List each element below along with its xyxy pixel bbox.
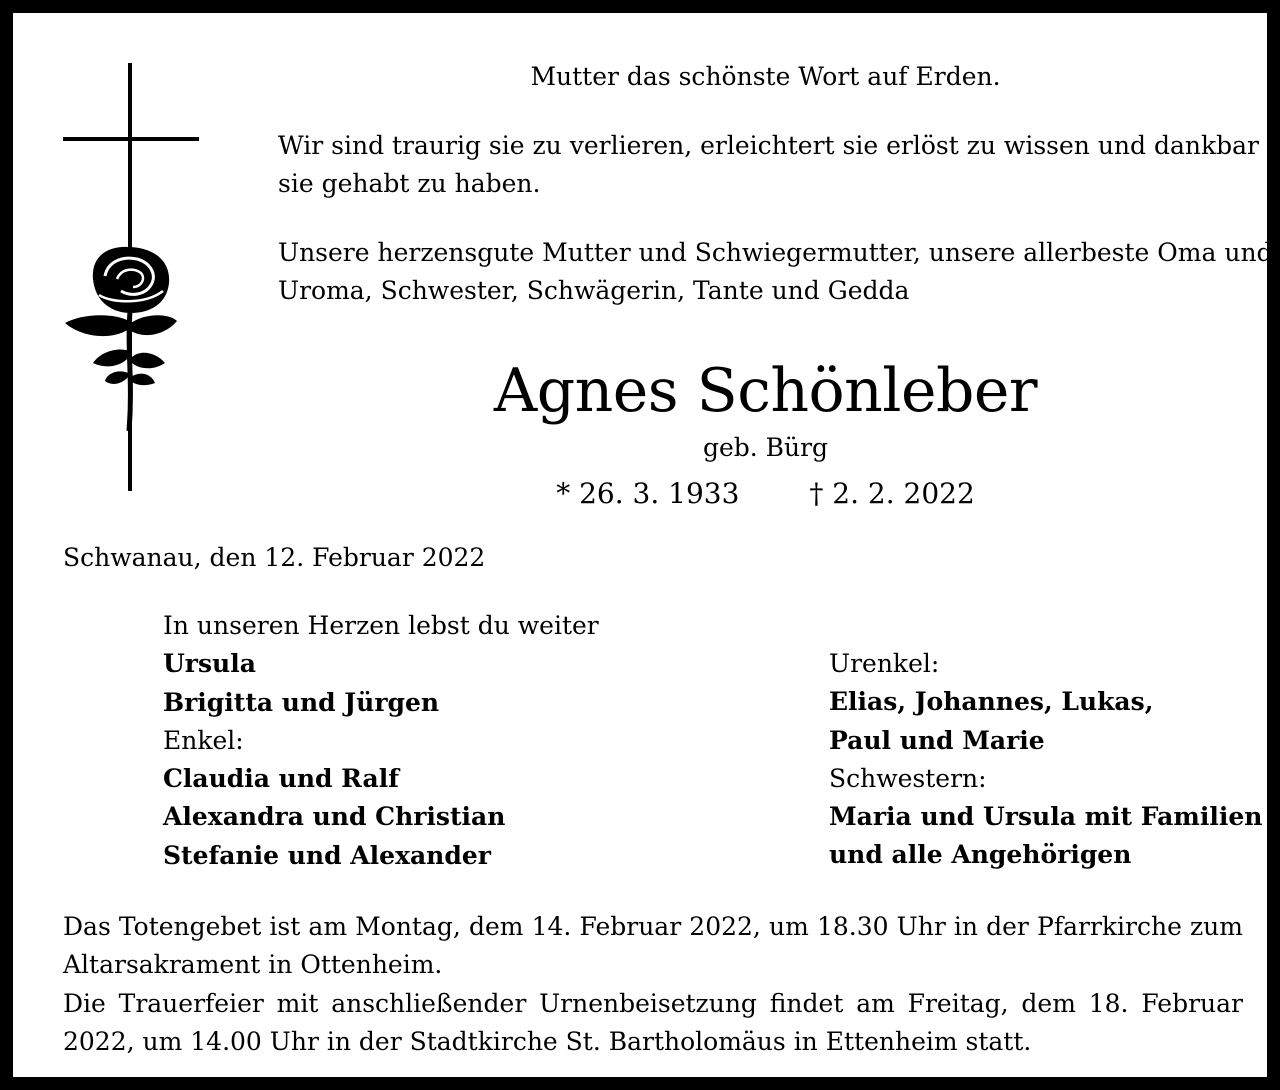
deceased-name: Agnes Schönleber: [493, 356, 1038, 426]
ceremony-notice: Die Trauerfeier mit anschließender Urnenbeisetzung findet am Freitag, dem 18. Februar 2022, um 14.00 Uhr in der Stadtkirche St. Bartholomäus in Ettenheim statt.: [63, 989, 1243, 1056]
rose-icon: [65, 247, 177, 431]
mourner-line: Stefanie und Alexander: [163, 840, 491, 870]
cross-with-rose-emblem: [53, 51, 203, 501]
mourners-right-column: [829, 645, 1262, 875]
mourner-line: Enkel:: [163, 725, 244, 755]
relation-line-1: Unsere herzensgute Mutter und Schwiegermutter, unsere allerbeste Oma und: [278, 238, 1273, 267]
mourner-line: Paul und Marie: [829, 725, 1045, 755]
relation-line-2: Uroma, Schwester, Schwägerin, Tante und Gedda: [278, 276, 910, 305]
motto: Mutter das schönste Wort auf Erden.: [530, 62, 1001, 91]
mourner-line: Elias, Johannes, Lukas,: [829, 687, 1154, 717]
prayer-notice: Das Totengebet ist am Montag, dem 14. Februar 2022, um 18.30 Uhr in der Pfarrkirche zum Altarsakrament in Ottenheim.: [63, 912, 1243, 979]
maiden-name: geb. Bürg: [702, 433, 829, 462]
birth-date: * 26. 3. 1933: [556, 477, 740, 510]
mourner-line: Maria und Ursula mit Familien: [829, 802, 1263, 832]
intro-line-2: sie gehabt zu haben.: [278, 169, 541, 198]
mourner-line: Brigitta und Jürgen: [163, 687, 440, 717]
mourner-line: Urenkel:: [829, 649, 940, 678]
mourner-line: und alle Angehörigen: [829, 840, 1132, 870]
mourner-line: Ursula: [163, 649, 256, 679]
mourner-line: Schwestern:: [829, 763, 987, 793]
death-date: † 2. 2. 2022: [809, 477, 975, 510]
mourners-left-column: [163, 607, 599, 875]
mourner-line: Alexandra und Christian: [163, 802, 506, 832]
mourner-line: Claudia und Ralf: [163, 764, 399, 794]
place-and-date: Schwanau, den 12. Februar 2022: [63, 543, 486, 572]
intro-line-1: Wir sind traurig sie zu verlieren, erleichtert sie erlöst zu wissen und dankbar: [278, 131, 1259, 160]
life-dates: [278, 475, 1253, 513]
mourner-line: In unseren Herzen lebst du weiter: [163, 611, 599, 640]
